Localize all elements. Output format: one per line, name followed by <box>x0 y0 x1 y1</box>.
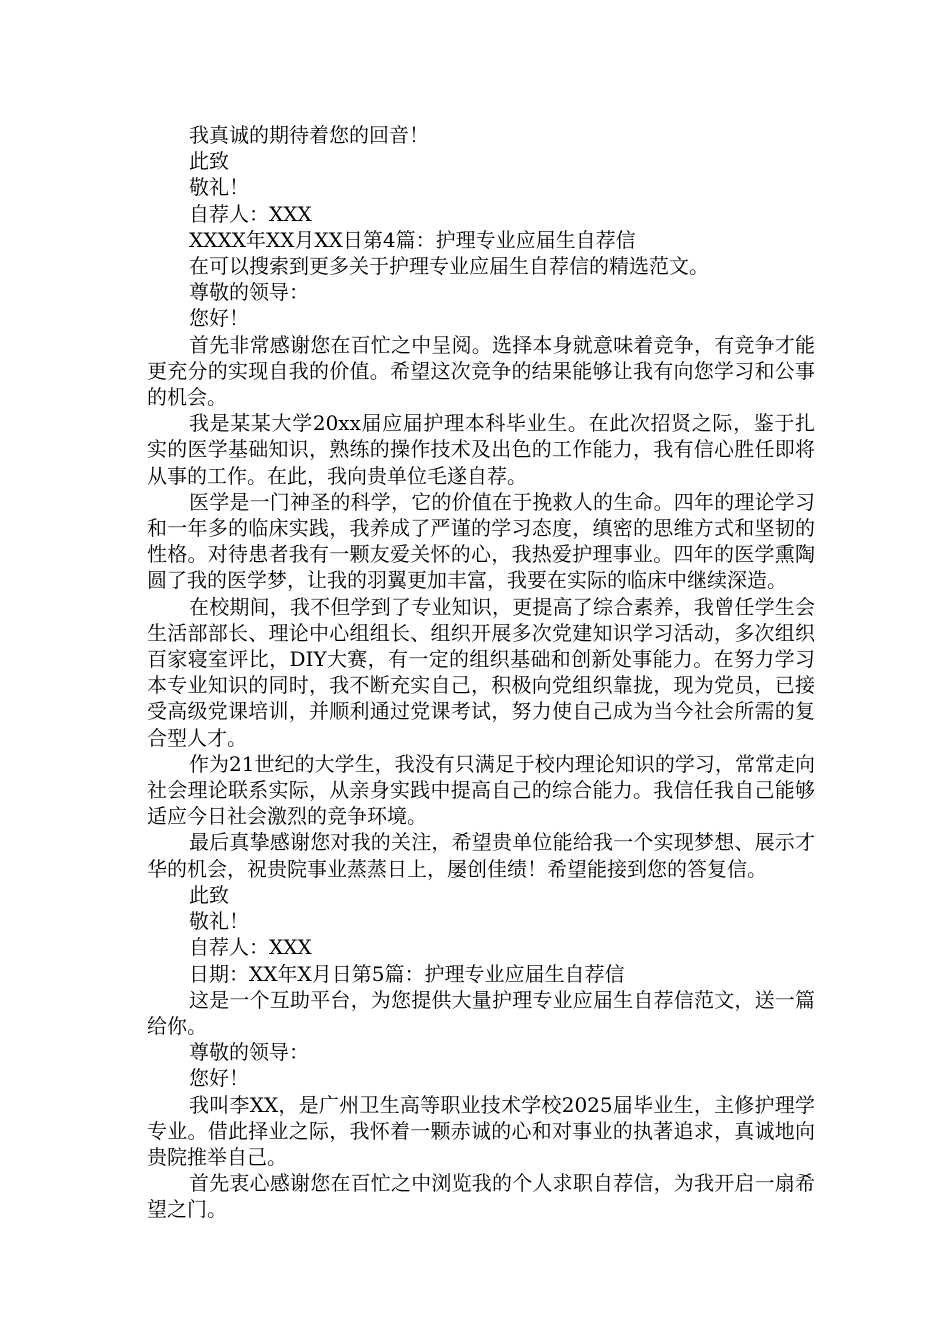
paragraph-thanks: 首先非常感谢您在百忙之中呈阅。选择本身就意味着竞争，有竞争才能更充分的实现自我的价值。希望这次竞争的结果能够让我有向您学习和公事的机会。 <box>147 332 815 410</box>
article-4-intro: 在可以搜索到更多关于护理专业应届生自荐信的精选范文。 <box>189 254 709 279</box>
article-5-intro: 这是一个互助平台，为您提供大量护理专业应届生自荐信范文，送一篇给你。 <box>147 987 815 1038</box>
paragraph-li-intro: 我叫李XX，是广州卫生高等职业技术学校2025届毕业生，主修护理学专业。借此择业之际，我怀着一颗赤诚的心和对事业的执著追求，真诚地向贵院推举自己。 <box>147 1092 815 1169</box>
date-and-article-4-title: XXXX年XX月XX日第4篇：护理专业应届生自荐信 <box>189 227 636 252</box>
paragraph-final-thanks: 最后真挚感谢您对我的关注，希望贵单位能给我一个实现梦想、展示才华的机会，祝贵院事业蒸蒸日上，屡创佳绩！希望能接到您的答复信。 <box>147 830 815 881</box>
paragraph-21st-century: 作为21世纪的大学生，我没有只满足于校内理论知识的学习，常常走向社会理论联系实际，从亲身实践中提高自己的综合能力。我信任我自己能够适应今日社会激烈的竞争环境。 <box>147 751 815 829</box>
document-body <box>147 122 815 1223</box>
signature-line-2: 自荐人：XXX <box>189 935 312 960</box>
paragraph-school-activities: 在校期间，我不但学到了专业知识，更提高了综合素养，我曾任学生会生活部部长、理论中心组组长、组织开展多次党建知识学习活动，多次组织百家寝室评比，DIY大赛，有一定的组织基础和创新处事能力。在努力学习本专业知识的同时，我不断充实自己，积极向党组织靠拢，现为党员，已接受高级党课培训，并顺利通过党课考试，努力使自己成为当今社会所需的复合型人才。 <box>147 594 815 750</box>
paragraph-sincere-thanks: 首先衷心感谢您在百忙之中浏览我的个人求职自荐信，为我开启一扇希望之门。 <box>147 1171 815 1222</box>
greeting-hello: 您好！ <box>189 306 249 331</box>
salutation-cizhi-2: 此致 <box>189 882 229 907</box>
date-and-article-5-title: 日期：XX年X月日第5篇：护理专业应届生自荐信 <box>189 961 625 986</box>
greeting-leader-2: 尊敬的领导： <box>189 1040 309 1065</box>
paragraph-self-intro: 我是某某大学20xx届应届护理本科毕业生。在此次招贤之际，鉴于扎实的医学基础知识，熟练的操作技术及出色的工作能力，我有信心胜任即将从事的工作。在此，我向贵单位毛遂自荐。 <box>147 411 815 488</box>
greeting-hello-2: 您好！ <box>189 1066 249 1091</box>
greeting-leader: 尊敬的领导： <box>189 280 309 305</box>
signature-line: 自荐人：XXX <box>189 201 312 226</box>
salutation-jingli-2: 敬礼！ <box>189 909 249 934</box>
salutation-cizhi: 此致 <box>189 149 229 174</box>
closing-hope-line: 我真诚的期待着您的回音！ <box>189 123 429 147</box>
salutation-jingli: 敬礼！ <box>189 175 249 200</box>
paragraph-medicine: 医学是一门神圣的科学，它的价值在于挽救人的生命。四年的理论学习和一年多的临床实践，我养成了严谨的学习态度，缜密的思维方式和坚韧的性格。对待患者我有一颗友爱关怀的心，我热爱护理事业。四年的医学熏陶圆了我的医学梦，让我的羽翼更加丰富，我要在实际的临床中继续深造。 <box>147 489 815 593</box>
